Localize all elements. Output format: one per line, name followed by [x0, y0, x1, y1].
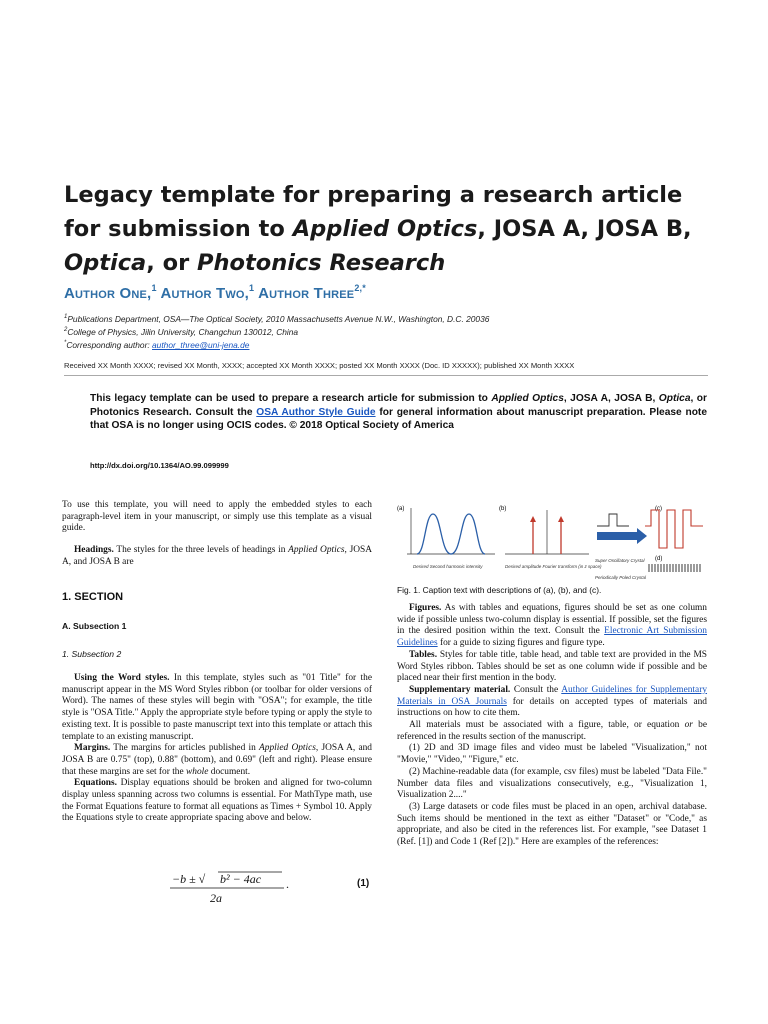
svg-text:b² − 4ac: b² − 4ac — [220, 872, 262, 886]
emphasis: whole — [186, 766, 209, 777]
section-heading: 1. SECTION — [62, 591, 124, 603]
author-name: Author Two, — [160, 285, 250, 302]
corresponding-author — [64, 340, 249, 350]
panel-a-caption: Desired Second harmonic intensity — [413, 564, 483, 569]
author-affiliation-mark: 2,* — [354, 283, 366, 293]
paragraph-text: In this template, styles such as "01 Title" for the manuscript appear in the MS Word Styles ribbon (or toolbar for older versions of Word). The names of these styles will begin with "OSA"; for example, the title style is "OSA Title." Apply the appropriate style before typing or apply the style to existing text. It is possible to paste manuscript text into this template or attach this template to an existing manuscript. — [62, 673, 372, 742]
equation-number: (1) — [357, 878, 370, 889]
panel-c-caption: Super Oscillatory Crystal — [595, 558, 645, 563]
style-guide-link[interactable]: OSA Author Style Guide — [256, 406, 376, 418]
panel-label: (b) — [499, 506, 507, 512]
affiliation-text: College of Physics, Jilin University, Changchun 130012, China — [67, 327, 299, 337]
run-in-heading: Using the Word styles. — [74, 673, 170, 683]
paragraph-text: , JOSA A, and JOSA B are — [62, 545, 372, 567]
abstract-text: for general information about manuscript preparation. Please note that OSA is no longer using OCIS codes. © 2018 Optical Society of America — [90, 406, 707, 431]
email-link[interactable]: author_three@uni-jena.de — [152, 340, 250, 350]
panel-label: (d) — [655, 556, 663, 562]
materials-paragraph — [397, 720, 707, 743]
journal-name: Applied Optics — [292, 216, 478, 242]
figure-1 — [397, 502, 707, 582]
panel-label: (a) — [397, 506, 405, 512]
supplementary-guidelines-link[interactable]: Author Guidelines for Supplementary Materials in OSA Journals — [397, 684, 708, 707]
author-name: Author One, — [64, 285, 152, 302]
journal-name: Applied Optics — [288, 545, 345, 556]
margins-paragraph — [62, 743, 372, 778]
panel-label: (c) — [655, 506, 662, 512]
abstract-journal: Applied Optics — [491, 393, 564, 404]
paragraph-text: for details on accepted types of materials and instructions on how to cite them. — [397, 696, 707, 719]
affiliation-mark: 1 — [64, 314, 68, 320]
paragraph-text: for a guide to sizing figures and figure type. — [437, 638, 605, 649]
affiliation-mark: * — [64, 340, 67, 346]
abstract — [90, 392, 707, 433]
subsection-heading: A. Subsection 1 — [62, 621, 127, 631]
right-column — [397, 603, 707, 849]
abstract-text: This legacy template can be used to prepare a research article for submission to — [90, 393, 492, 404]
journal-name: Photonics Research — [197, 250, 446, 276]
run-in-heading: Supplementary material. — [409, 684, 511, 695]
paragraph-text: The margins for articles published in — [110, 743, 260, 754]
paragraph-text: The styles for the three levels of headings in — [113, 545, 289, 556]
title-part: Legacy template for preparing a research article for submission to — [64, 182, 683, 242]
author-affiliation-mark: 1 — [151, 283, 157, 293]
affiliation-1 — [64, 314, 489, 324]
run-in-heading: Margins. — [74, 743, 111, 754]
left-column-body — [62, 673, 372, 825]
run-in-heading: Equations. — [74, 778, 117, 789]
art-guidelines-link[interactable]: Electronic Art Submission Guidelines — [397, 626, 707, 649]
title-part: , or — [146, 250, 198, 276]
word-styles-paragraph — [62, 673, 372, 743]
paragraph-text: Display equations should be broken and aligned for two-column display unless spanning across two columns is essential. For MathType math, use the Format Equations feature to format all equations as Times + Symbol 10. Apply the Equations style to create appropriate spacing above and below. — [62, 778, 372, 824]
list-item: (2) Machine-readable data (for example, csv files) must be labeled "Data File." Number data files and visualizations consecutively, e.g., "Visualization 1, Visualization 2...." — [397, 766, 707, 801]
paragraph-text: As with tables and equations, figures should be set as one column wide if possible unless two-column display is essential. If possible, set the figures in the desired position within the text. Consult the — [397, 603, 707, 637]
panel-d-caption: Periodically Poled Crystal — [595, 575, 647, 580]
received-dates: Received XX Month XXXX; revised XX Month, XXXX; accepted XX Month XXXX; posted XX Month XXXX (Doc. ID XXXXX); published XX Month XXXX — [64, 361, 575, 370]
svg-text:.: . — [286, 877, 289, 891]
panel-b-caption: Desired amplitude Fourier transform (in z space) — [505, 564, 602, 569]
abstract-text: , or Photonics Research. Consult the — [90, 393, 707, 418]
headings-paragraph — [62, 545, 372, 568]
author-affiliation-mark: 1 — [249, 283, 255, 293]
figures-paragraph — [397, 603, 707, 650]
list-item: (3) Large datasets or code files must be placed in an open, archival database. Such items should be mentioned in the text as either "Dataset" or "Code," as appropriate, and also be cited in the references list. For example, "see Dataset 1 (Ref. [1]) and Code 1 (Ref [2])." Here are examples of the references: — [397, 801, 707, 848]
paragraph-text: be referenced in the results section of the manuscript. — [397, 720, 707, 742]
doi-link[interactable]: http://dx.doi.org/10.1364/AO.99.099999 — [90, 461, 229, 470]
svg-text:−b ± √: −b ± √ — [172, 872, 206, 886]
equations-paragraph — [62, 778, 372, 825]
author-list — [64, 283, 366, 302]
svg-text:2a: 2a — [210, 891, 222, 905]
run-in-heading: Tables. — [409, 649, 438, 660]
author-name: Author Three — [258, 285, 355, 302]
paragraph-text: document. — [208, 766, 251, 777]
emphasis: or — [684, 720, 693, 731]
affiliation-text: Publications Department, OSA—The Optical Society, 2010 Massachusetts Avenue N.W., Washington, D.C. 20036 — [67, 314, 490, 324]
header-divider — [64, 375, 708, 376]
list-item: (1) 2D and 3D image files and video must be labeled "Visualization," not "Movie," "Video," "Figure," etc. — [397, 743, 707, 766]
figure-caption: Fig. 1. Caption text with descriptions of (a), (b), and (c). — [397, 585, 602, 595]
title-part: , JOSA A, JOSA B, — [477, 216, 692, 242]
run-in-heading: Figures. — [409, 603, 442, 613]
journal-name: Applied Optics — [259, 743, 316, 754]
intro-paragraph: To use this template, you will need to apply the embedded styles to each paragraph-level item in your manuscript, or simply use this template as a visual guide. — [62, 500, 372, 534]
paragraph-text: Styles for table title, table head, and table text are provided in the MS Word Styles ribbon. Tables should be set as one column wide if possible and be placed near their first mention in the body. — [397, 649, 707, 684]
abstract-journal: Optica — [658, 393, 691, 404]
journal-name: Optica — [64, 250, 147, 276]
run-in-heading: Headings. — [74, 545, 114, 556]
article-title — [64, 178, 714, 280]
subsubsection-heading: 1. Subsection 2 — [62, 649, 122, 659]
supplementary-paragraph — [397, 685, 707, 720]
paragraph-text: All materials must be associated with a figure, table, or equation — [409, 720, 685, 731]
affiliation-mark: 2 — [64, 327, 68, 333]
abstract-text: , JOSA A, JOSA B, — [563, 393, 659, 404]
paragraph-text: Consult the — [510, 684, 562, 695]
quadratic-equation — [170, 867, 370, 907]
left-column-intro — [62, 500, 372, 569]
affiliation-2 — [64, 327, 298, 337]
tables-paragraph — [397, 650, 707, 685]
affiliation-text: Corresponding author: — [66, 340, 153, 350]
paragraph-text: , JOSA A, and JOSA B are 0.75" (top), 0.88" (bottom), and 0.69" (left and right). Please ensure that these margins are set for the — [62, 743, 372, 777]
